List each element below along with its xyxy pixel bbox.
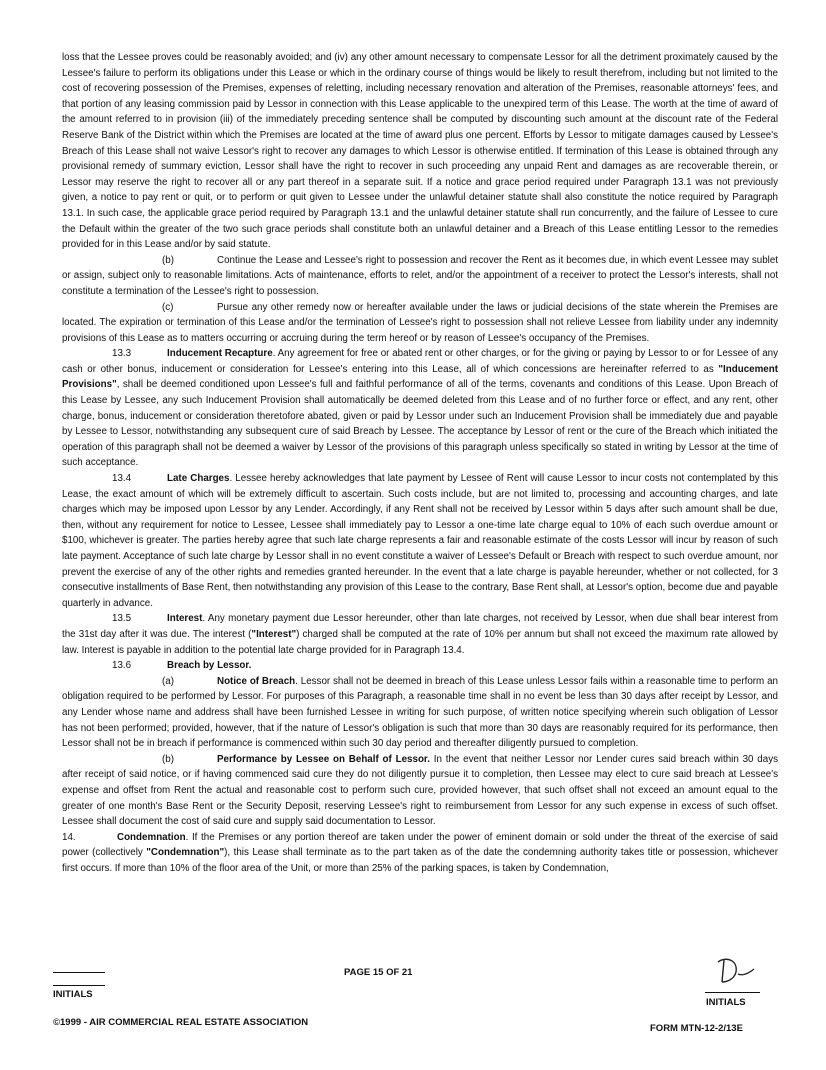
initials-line-right: [705, 992, 760, 993]
clause-text: Continue the Lease and Lessee's right to possession and recover the Rent as it becomes due, in which event Lessee may sublet or assign, subject only to reasonable limitations. Acts of maintenance, efforts to relet, and/or the appointment of a receiver to protect the Lessor's interests, shall not constitute a termination of the Lessee's right to possession.: [62, 254, 778, 297]
section-text: . Lessee hereby acknowledges that late payment by Lessee of Rent will cause Lessor to incur costs not contemplated by this Lease, the exact amount of which will be extremely difficult to ascertain. Such costs include, but are not limited to, processing and accounting charges, and late charges which may be imposed upon Lessor by any Lender. Accordingly, if any Rent shall not be received by Lessor within 5 days after such amount shall be due, then, without any requirement for notice to Lessee, Lessee shall immediately pay to Lessor a one-time late charge equal to 10% of each such overdue amount or $100, whichever is greater. The parties hereby agree that such late charge represents a fair and reasonable estimate of the costs Lessor will incur by reason of such late payment. Acceptance of such late charge by Lessor shall in no event constitute a waiver of Lessee's Default or Breach with respect to such overdue amount, nor prevent the exercise of any of the other rights and remedies granted hereunder. In the event that a late charge is payable hereunder, whether or not collected, for 3 consecutive installments of Base Rent, then notwithstanding any provision of this Lease to the contrary, Base Rent shall, at Lessor's option, become due and payable quarterly in advance.: [62, 473, 778, 609]
section-13-6: [62, 658, 778, 674]
section-13-5: [62, 611, 778, 658]
initials-label-left: INITIALS: [53, 989, 93, 1000]
clause-title: Notice of Breach: [217, 675, 296, 687]
section-number: 13.6: [112, 660, 132, 672]
clause-13-6-a: [62, 674, 778, 752]
paragraph-damages-continued: loss that the Lessee proves could be reasonably avoided; and (iv) any other amount necessary to compensate Lessor for all the detriment proximately caused by the Lessee's failure to perform its obligations under this Lease or which in the ordinary course of things would be likely to result therefrom, including but not limited to the cost of recovering possession of the Premises, expenses of reletting, including necessary renovation and alteration of the Premises, reasonable attorneys' fees, and that portion of any leasing commission paid by Lessor in connection with this Lease applicable to the unexpired term of this Lease. The worth at the time of award of the amount referred to in provision (iii) of the immediately preceding sentence shall be computed by discounting such amount at the discount rate of the Federal Reserve Bank of the District within which the Premises are located at the time of award plus one percent. Efforts by Lessor to mitigate damages caused by Lessee's Breach of this Lease shall not waive Lessor's right to recover any damages to which Lessor is otherwise entitled. If termination of this Lease is obtained through any provisional remedy of summary eviction, Lessor shall have the right to recover in such proceeding any unpaid Rent and damages as are recoverable therein, or Lessor may reserve the right to recover all or any part thereof in a separate suit. If a notice and grace period required under Paragraph 13.1 was not previously given, a notice to pay rent or quit, or to perform or quit given to Lessee under the unlawful detainer statute shall also constitute the notice required by Paragraph 13.1. In such case, the applicable grace period required by Paragraph 13.1 and the unlawful detainer statute shall run concurrently, and the failure of Lessee to cure the Default within the greater of the two such grace periods shall constitute both an unlawful detainer and a Breach of this Lease entitling Lessor to the remedies provided for in this Lease and/or by said statute.: [62, 52, 778, 251]
lease-body: [62, 50, 778, 876]
section-text: ) charged shall be computed at the rate of 10% per annum but shall not exceed the maximum rate allowed by law. Interest is payable in addition to the potential late charge provided for in Paragraph 13.4.: [62, 628, 779, 656]
clause-label: (c): [162, 301, 174, 313]
clause-text: In the event that neither Lessor nor Lender cures said breach within 30 days after receipt of said notice, or if having commenced said cure they do not diligently pursue it to completion, then Lessee may elect to cure said breach at Lessee's expense and offset from Rent the actual and reasonable cost to perform such cure, provided however, that such offset shall not exceed an amount equal to the greater of one month's Base Rent or the Security Deposit, reserving Lessee's right to reimbursement from Lessor for any such expense in excess of such offset. Lessee shall document the cost of said cure and supply said documentation to Lessor.: [62, 753, 778, 828]
section-text: . If the Premises or any portion thereof are taken under the power of eminent domain or sold under the threat of the exercise of said power (collectively: [62, 831, 778, 859]
section-14: [62, 830, 778, 877]
clause-13-2-c: [62, 300, 778, 347]
section-title: Condemnation: [117, 831, 186, 843]
section-title: Late Charges: [167, 473, 230, 485]
defined-term: "Condemnation": [146, 847, 225, 859]
clause-label: (a): [162, 675, 174, 687]
section-text: , shall be deemed conditioned upon Lessee's full and faithful performance of all of the terms, covenants and conditions of this Lease. Upon Breach of this Lease by Lessee, any such Inducement Provision shall automatically be deemed deleted from this Lease and of no further force or effect, and any rent, other charge, bonus, inducement or consideration theretofore abated, given or paid by Lessor under such an Inducement Provision shall be immediately due and payable by Lessee to Lessor, notwithstanding any subsequent cure of said Breach by Lessee. The acceptance by Lessor of rent or the cure of the Breach which initiated the operation of this paragraph shall not be deemed a waiver by Lessor of the provisions of this paragraph unless specifically so stated in writing by Lessor at the time of such acceptance.: [62, 379, 778, 469]
clause-13-2-b: [62, 253, 778, 300]
page-number: PAGE 15 OF 21: [344, 967, 413, 978]
clause-text: . Lessor shall not be deemed in breach of this Lease unless Lessor fails within a reasonable time to perform an obligation required to be performed by Lessor. For purposes of this Paragraph, a reasonable time shall in no event be less than 30 days after receipt by Lessor, and any Lender whose name and address shall have been furnished Lessee in writing for such purpose, of written notice specifying wherein such obligation of Lessor has not been performed; provided, however, that if the nature of Lessor's obligation is such that more than 30 days are reasonably required for its performance, then Lessor shall not be in breach if performance is commenced within such 30 day period and thereafter diligently pursued to completion.: [62, 675, 778, 750]
section-text: . Any agreement for free or abated rent or other charges, or for the giving or paying by Lessor to or for Lessee of any cash or other bonus, inducement or consideration for Lessee's entering into this Lease, all of which concessions are hereinafter referred to as: [62, 348, 778, 375]
defined-term: "Interest": [251, 628, 297, 640]
section-text: ), this Lease shall terminate as to the part taken as of the date the condemning authority takes title or possession, whichever first occurs. If more than 10% of the floor area of the Unit, or more than 25% of the parking spaces, is taken by Condemnation,: [62, 847, 778, 874]
copyright-notice: ©1999 - AIR COMMERCIAL REAL ESTATE ASSOCIATION: [53, 1017, 309, 1028]
section-text: . Any monetary payment due Lessor hereunder, other than late charges, not received by Lessor, when due shall bear interest from the 31st day after it was due. The interest (: [62, 613, 778, 640]
defined-term: "Inducement Provisions": [62, 363, 778, 391]
form-number: FORM MTN-12-2/13E: [650, 1023, 743, 1034]
clause-label: (b): [162, 753, 174, 765]
initials-line-left-top: [53, 972, 105, 973]
section-number: 13.5: [112, 613, 132, 625]
section-title: Breach by Lessor.: [167, 660, 252, 672]
section-number: 13.3: [112, 348, 132, 360]
clause-title: Performance by Lessee on Behalf of Lessor.: [217, 753, 430, 765]
section-title: Inducement Recapture: [167, 348, 273, 360]
clause-text: Pursue any other remedy now or hereafter available under the laws or judicial decisions of the state wherein the Premises are located. The expiration or termination of this Lease and/or the termination of Lessee's right to possession shall not relieve Lessee from liability under any indemnity provisions of this Lease as to matters occurring or accruing during the term hereof or by reason of Lessee's occupancy of the Premises.: [62, 301, 778, 344]
section-number: 14.: [62, 831, 76, 843]
section-title: Interest: [167, 613, 203, 625]
clause-13-6-b: [62, 752, 778, 830]
initials-line-left: [53, 985, 105, 986]
section-13-4: [62, 471, 778, 611]
initials-signature-icon: [712, 952, 758, 986]
section-13-3: [62, 346, 778, 471]
initials-label-right: INITIALS: [706, 997, 746, 1008]
clause-label: (b): [162, 254, 174, 266]
section-number: 13.4: [112, 473, 132, 485]
